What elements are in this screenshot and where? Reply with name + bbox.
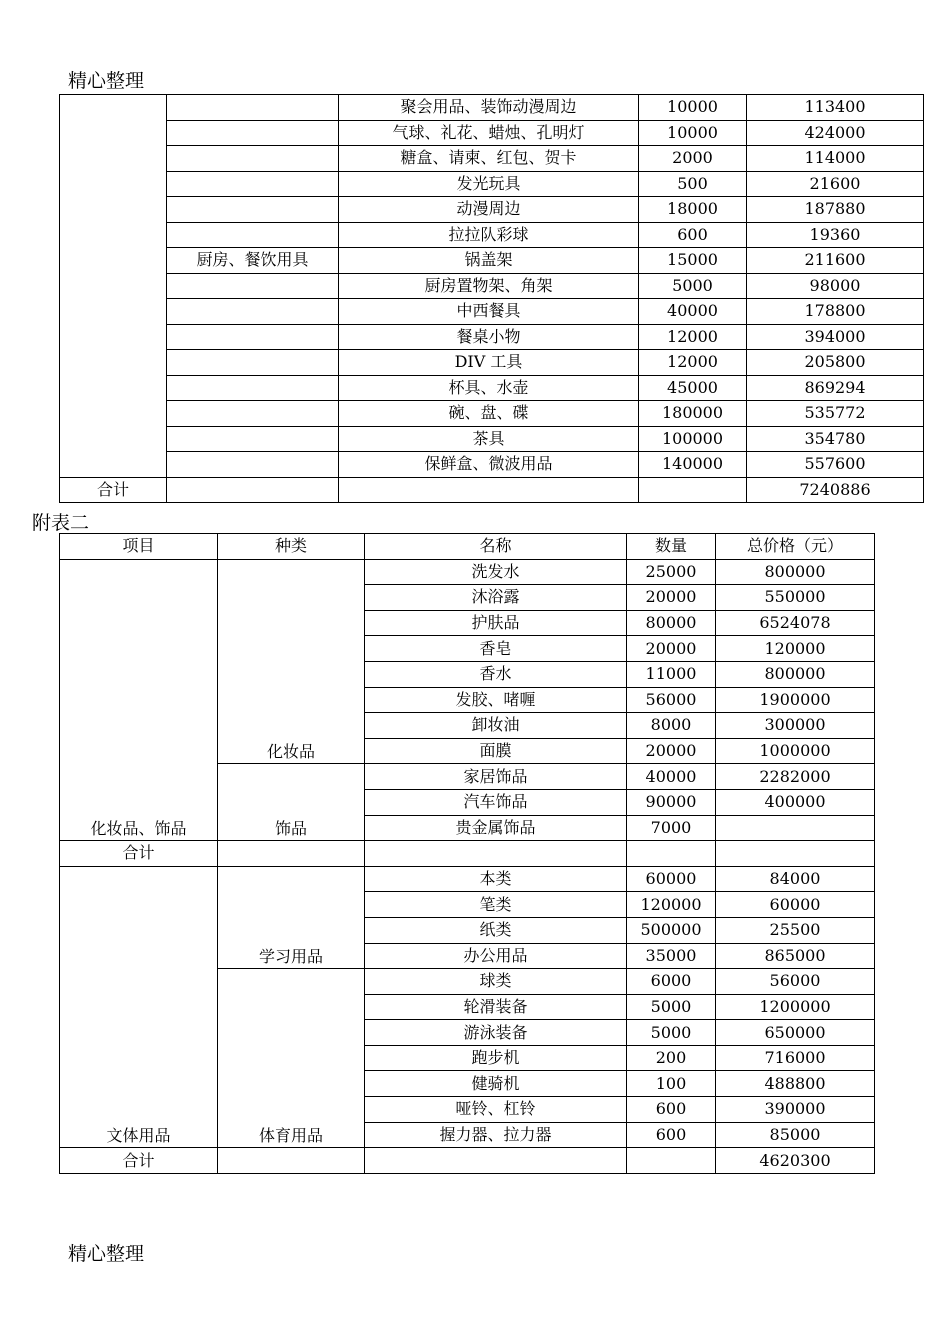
total-category-empty: [167, 477, 339, 503]
item-total-price: 488800: [716, 1071, 875, 1097]
item-quantity: 25000: [627, 559, 716, 585]
item-total-price: 84000: [716, 866, 875, 892]
item-name: 贵金属饰品: [365, 815, 627, 841]
total-label: 合计: [60, 477, 167, 503]
item-name: 哑铃、杠铃: [365, 1097, 627, 1123]
item-name: 动漫周边: [339, 197, 639, 223]
item-name: 茶具: [339, 426, 639, 452]
total-value: 4620300: [716, 1148, 875, 1174]
item-total-price: 114000: [747, 146, 924, 172]
item-name: 杯具、水壶: [339, 375, 639, 401]
item-name: 跑步机: [365, 1045, 627, 1071]
item-name: 发光玩具: [339, 171, 639, 197]
item-quantity: 40000: [639, 299, 747, 325]
item-quantity: 600: [627, 1122, 716, 1148]
item-quantity: 6000: [627, 969, 716, 995]
item-total-price: 424000: [747, 120, 924, 146]
item-name: 糖盒、请柬、红包、贺卡: [339, 146, 639, 172]
item-total-price: 390000: [716, 1097, 875, 1123]
item-quantity: 140000: [639, 452, 747, 478]
item-total-price: 113400: [747, 95, 924, 121]
item-quantity: 80000: [627, 610, 716, 636]
total-name-empty: [339, 477, 639, 503]
item-quantity: 11000: [627, 661, 716, 687]
page-header: 精心整理: [68, 70, 145, 92]
item-total-price: 6524078: [716, 610, 875, 636]
total-value: [716, 841, 875, 867]
total-label: 合计: [60, 1148, 218, 1174]
table-row: [60, 222, 924, 248]
category-cell: 体育用品: [218, 969, 365, 1148]
item-total-price: 211600: [747, 248, 924, 274]
item-quantity: 8000: [627, 713, 716, 739]
item-name: 办公用品: [365, 943, 627, 969]
item-name: 游泳装备: [365, 1020, 627, 1046]
item-name: 发胶、啫喱: [365, 687, 627, 713]
item-name: 保鲜盒、微波用品: [339, 452, 639, 478]
item-name: 本类: [365, 866, 627, 892]
item-name: 沐浴露: [365, 585, 627, 611]
table-row: [60, 299, 924, 325]
item-total-price: 85000: [716, 1122, 875, 1148]
item-quantity: 90000: [627, 789, 716, 815]
total-category-empty: [218, 1148, 365, 1174]
item-quantity: 35000: [627, 943, 716, 969]
category-cell: [167, 171, 339, 197]
item-name: 气球、礼花、蜡烛、孔明灯: [339, 120, 639, 146]
total-value: 7240886: [747, 477, 924, 503]
item-quantity: 5000: [627, 1020, 716, 1046]
item-name: 球类: [365, 969, 627, 995]
item-name: 卸妆油: [365, 713, 627, 739]
item-name: 轮滑装备: [365, 994, 627, 1020]
item-total-price: 865000: [716, 943, 875, 969]
item-quantity: 7000: [627, 815, 716, 841]
item-total-price: 354780: [747, 426, 924, 452]
item-total-price: 535772: [747, 401, 924, 427]
category-cell: [167, 401, 339, 427]
item-name: 锅盖架: [339, 248, 639, 274]
item-quantity: 40000: [627, 764, 716, 790]
item-quantity: 120000: [627, 892, 716, 918]
item-quantity: 45000: [639, 375, 747, 401]
header-quantity: 数量: [627, 534, 716, 560]
header-total-price: 总价格（元）: [716, 534, 875, 560]
category-cell: [167, 273, 339, 299]
item-name: 聚会用品、装饰动漫周边: [339, 95, 639, 121]
item-name: 中西餐具: [339, 299, 639, 325]
item-total-price: 550000: [716, 585, 875, 611]
category-cell: [167, 350, 339, 376]
item-name: 碗、盘、碟: [339, 401, 639, 427]
category-cell: [167, 299, 339, 325]
item-quantity: 500: [639, 171, 747, 197]
table-row: [60, 375, 924, 401]
item-total-price: 800000: [716, 661, 875, 687]
category-cell: [167, 222, 339, 248]
category-cell: 饰品: [218, 764, 365, 841]
table-row: [60, 146, 924, 172]
category-cell: [167, 146, 339, 172]
category-cell: [167, 324, 339, 350]
item-quantity: 12000: [639, 324, 747, 350]
item-name: 握力器、拉力器: [365, 1122, 627, 1148]
item-total-price: 19360: [747, 222, 924, 248]
item-total-price: 2282000: [716, 764, 875, 790]
item-total-price: 1000000: [716, 738, 875, 764]
item-name: 香皂: [365, 636, 627, 662]
item-quantity: 2000: [639, 146, 747, 172]
item-quantity: 56000: [627, 687, 716, 713]
item-quantity: 100: [627, 1071, 716, 1097]
item-name: 汽车饰品: [365, 789, 627, 815]
item-total-price: 1900000: [716, 687, 875, 713]
item-name: 健骑机: [365, 1071, 627, 1097]
item-name: 家居饰品: [365, 764, 627, 790]
total-row: [60, 841, 875, 867]
item-name: 餐桌小物: [339, 324, 639, 350]
item-quantity: 60000: [627, 866, 716, 892]
item-quantity: 5000: [639, 273, 747, 299]
item-total-price: 650000: [716, 1020, 875, 1046]
item-name: 护肤品: [365, 610, 627, 636]
table-two-body: [60, 534, 875, 1174]
item-name: 笔类: [365, 892, 627, 918]
item-total-price: 557600: [747, 452, 924, 478]
item-total-price: [716, 815, 875, 841]
item-name: 面膜: [365, 738, 627, 764]
table-row: [60, 197, 924, 223]
item-total-price: 716000: [716, 1045, 875, 1071]
item-total-price: 205800: [747, 350, 924, 376]
total-category-empty: [218, 841, 365, 867]
header-category: 种类: [218, 534, 365, 560]
project-cell: 文体用品: [60, 866, 218, 1148]
table-row: [60, 324, 924, 350]
table-row: [60, 248, 924, 274]
item-quantity: 600: [627, 1097, 716, 1123]
category-cell: [167, 197, 339, 223]
item-total-price: 56000: [716, 969, 875, 995]
page-footer-header: 精心整理: [68, 1243, 145, 1265]
item-quantity: 20000: [627, 738, 716, 764]
item-quantity: 100000: [639, 426, 747, 452]
table-row: [60, 350, 924, 376]
total-name-empty: [365, 1148, 627, 1174]
table-row: [60, 559, 875, 585]
category-cell: [167, 426, 339, 452]
item-total-price: 300000: [716, 713, 875, 739]
project-cell: [60, 95, 167, 478]
header-name: 名称: [365, 534, 627, 560]
total-name-empty: [365, 841, 627, 867]
appendix-two-title: 附表二: [32, 512, 90, 534]
item-total-price: 21600: [747, 171, 924, 197]
item-total-price: 25500: [716, 917, 875, 943]
table-row: [60, 95, 924, 121]
total-label: 合计: [60, 841, 218, 867]
header-project: 项目: [60, 534, 218, 560]
total-quantity-empty: [627, 1148, 716, 1174]
table-row: [60, 120, 924, 146]
category-cell: 化妆品: [218, 559, 365, 764]
table-row: [60, 401, 924, 427]
item-total-price: 60000: [716, 892, 875, 918]
item-total-price: 394000: [747, 324, 924, 350]
category-cell: [167, 120, 339, 146]
item-total-price: 98000: [747, 273, 924, 299]
item-quantity: 5000: [627, 994, 716, 1020]
table-row: [60, 273, 924, 299]
item-name: 纸类: [365, 917, 627, 943]
category-cell: 学习用品: [218, 866, 365, 968]
category-cell: [167, 452, 339, 478]
table-two: [59, 533, 875, 1174]
table-row: [60, 866, 875, 892]
item-total-price: 869294: [747, 375, 924, 401]
item-total-price: 1200000: [716, 994, 875, 1020]
item-total-price: 800000: [716, 559, 875, 585]
category-cell: 厨房、餐饮用具: [167, 248, 339, 274]
item-name: 香水: [365, 661, 627, 687]
item-name: 洗发水: [365, 559, 627, 585]
item-name: 厨房置物架、角架: [339, 273, 639, 299]
table-one-body: [60, 95, 924, 503]
table-row: [60, 171, 924, 197]
item-total-price: 120000: [716, 636, 875, 662]
total-quantity-empty: [639, 477, 747, 503]
item-name: DIV 工具: [339, 350, 639, 376]
item-quantity: 10000: [639, 95, 747, 121]
total-quantity-empty: [627, 841, 716, 867]
item-total-price: 400000: [716, 789, 875, 815]
item-quantity: 12000: [639, 350, 747, 376]
category-cell: [167, 375, 339, 401]
project-cell: 化妆品、饰品: [60, 559, 218, 841]
item-quantity: 180000: [639, 401, 747, 427]
item-name: 拉拉队彩球: [339, 222, 639, 248]
total-row: [60, 477, 924, 503]
item-quantity: 600: [639, 222, 747, 248]
item-total-price: 187880: [747, 197, 924, 223]
total-row: [60, 1148, 875, 1174]
item-quantity: 18000: [639, 197, 747, 223]
item-quantity: 15000: [639, 248, 747, 274]
item-quantity: 10000: [639, 120, 747, 146]
table-row: [60, 426, 924, 452]
item-total-price: 178800: [747, 299, 924, 325]
item-quantity: 500000: [627, 917, 716, 943]
item-quantity: 20000: [627, 585, 716, 611]
table-header-row: [60, 534, 875, 560]
item-quantity: 200: [627, 1045, 716, 1071]
category-cell: [167, 95, 339, 121]
table-one: [59, 94, 924, 503]
item-quantity: 20000: [627, 636, 716, 662]
table-row: [60, 452, 924, 478]
